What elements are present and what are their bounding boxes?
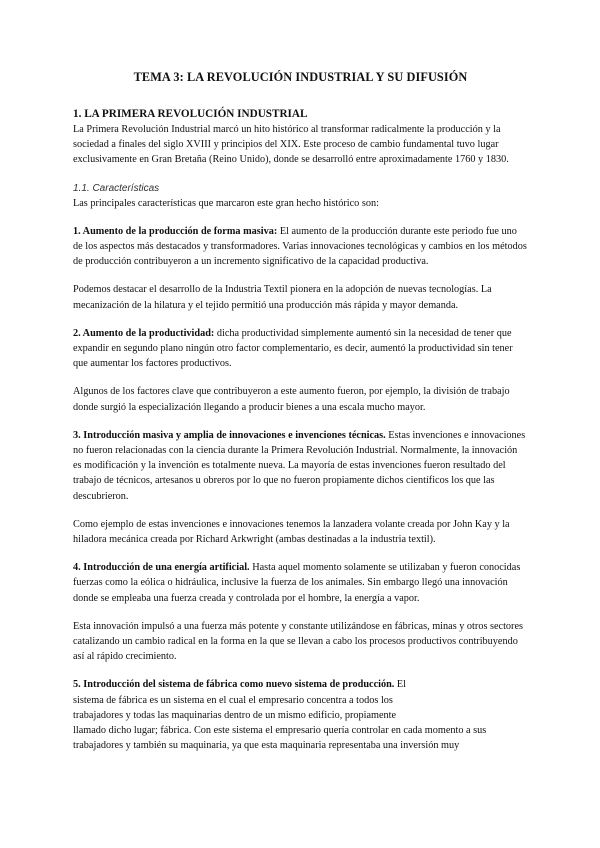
list-item [73, 428, 528, 504]
item-extra-paragraph: Podemos destacar el desarrollo de la Industria Textil pionera en la adopción de nuevas tecnologías. La mecanización de la hilatura y el tejido permitió una producción más rápida y mayor demanda. [73, 284, 492, 311]
list-item [73, 677, 528, 753]
item-extra-paragraph: Esta innovación impulsó a una fuerza más potente y constante utilizándose en fábricas, minas y otros sectores catalizando un cambio radical en la forma en la que se llevan a cabo los procesos productivos contribuyendo así al rápido crecimiento. [73, 620, 524, 663]
item-lead: 3. Introducción masiva y amplia de innovaciones e invenciones técnicas. [73, 429, 386, 441]
item-text-line: El [394, 679, 407, 691]
document-title: TEMA 3: LA REVOLUCIÓN INDUSTRIAL Y SU DIFUSIÓN [133, 70, 468, 84]
section-title: 1. LA PRIMERA REVOLUCIÓN INDUSTRIAL [73, 108, 308, 120]
item-text-line: llamado dicho lugar; fábrica. Con este sistema el empresario quería controlar en cada momento a sus [73, 725, 487, 737]
subsection-heading: 1.1. Características [73, 182, 160, 194]
item-lead: 1. Aumento de la producción de forma masiva: [73, 225, 278, 237]
item-lead: 2. Aumento de la productividad: [73, 327, 215, 339]
list-item [73, 560, 528, 606]
item-text-line: sistema de fábrica es un sistema en el cual el empresario concentra a todos los [73, 694, 393, 706]
item-text: dicha productividad simplemente aumentó sin la necesidad de tener que expandir en segundo plano ningún otro factor complementario, es decir, aumentó la productividad sin tener que aumentar los factores productivos. [73, 327, 513, 370]
item-extra-paragraph: Como ejemplo de estas invenciones e innovaciones tenemos la lanzadera volante creada por John Kay y la hiladora mecánica creada por Richard Arkwright (ambas destinadas a la industria textil). [73, 518, 510, 546]
item-lead: 5. Introducción del sistema de fábrica como nuevo sistema de producción. [73, 679, 395, 691]
list-item [73, 224, 528, 270]
list-item [73, 326, 528, 372]
item-text: El aumento de la producción durante este periodo fue uno de los aspectos más destacados y transformadores. Varias innovaciones tecnológicas y cambios en los métodos de producción contribuyeron a un incremento significativo de la capacidad productiva. [73, 225, 527, 268]
item-text-line: trabajadores y también su maquinaria, ya que esta maquinaria representaba una inversión muy [73, 740, 460, 752]
item-text: Estas invenciones e innovaciones no fueron relacionadas con la ciencia durante la Primera Revolución Industrial. Normalmente, la innovación es modificación y la invención es totalmente nueva. La mayoría de estas invenciones fueron resultado del trabajo de técnicos, artesanos u obreros por lo que no fueron propiamente dichos científicos los que las descubrieron. [73, 429, 526, 502]
intro-paragraph: La Primera Revolución Industrial marcó un hito histórico al transformar radicalmente la producción y la sociedad a finales del siglo XVIII y principios del XIX. Este proceso de cambio fundamental tuvo lugar exclusivamente en Gran Bretaña (Reino Unido), donde se desarrolló entre aproximadamente 1760 y 1830. [73, 124, 509, 166]
item-text-line: trabajadores y todas las maquinarias dentro de un mismo edificio, propiamente [73, 709, 397, 721]
item-extra-paragraph: Algunos de los factores clave que contribuyeron a este aumento fueron, por ejemplo, la división de trabajo donde surgió la especialización llegando a producir bienes a una escala mucho mayor. [73, 386, 510, 413]
item-text: Hasta aquel momento solamente se utilizaban y fueron conocidas fuerzas como la eólica o hidráulica, inclusive la fuerza de los animales. Sin embargo llegó una innovación donde se empleaba una fuerza creada y controlada por el hombre, la energía a vapor. [73, 562, 521, 604]
subsection-intro: Las principales características que marcaron este gran hecho histórico son: [73, 197, 379, 209]
item-lead: 4. Introducción de una energía artificial. [73, 562, 250, 574]
